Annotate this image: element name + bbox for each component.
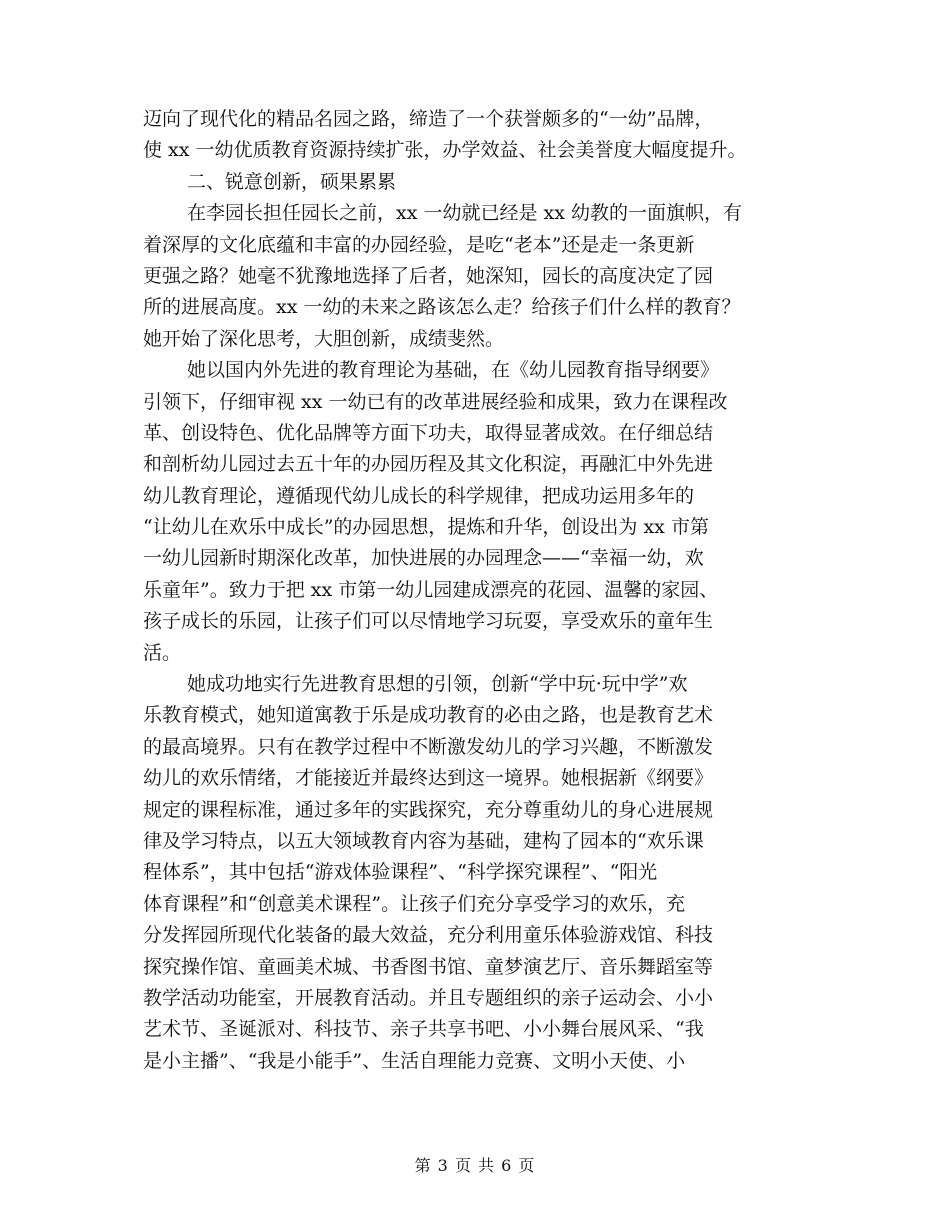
text-line: 她开始了深化思考，大胆创新，成绩斐然。: [143, 327, 505, 350]
text-line: 孩子成长的乐园，让孩子们可以尽情地学习玩耍，享受欢乐的童年生: [143, 610, 714, 633]
text-line: 使 xx 一幼优质教育资源持续扩张，办学效益、社会美誉度大幅度提升。: [143, 139, 747, 162]
text-line: “让幼儿在欢乐中成长”的办园思想，提炼和升华，创设出为 xx 市第: [143, 516, 709, 539]
body-text: [143, 104, 815, 1077]
text-line: 更强之路？她毫不犹豫地选择了后者，她深知，园长的高度决定了园: [143, 264, 714, 287]
text-line: 迈向了现代化的精品名园之路，缔造了一个获誉颇多的“一幼”品牌，: [143, 108, 714, 130]
text-line: 和剖析幼儿园过去五十年的办园历程及其文化积淀，再融汇中外先进: [143, 453, 714, 476]
text-line: 教学活动功能室，开展教育活动。并且专题组织的亲子运动会、小小: [143, 986, 714, 1009]
text-line: 引领下，仔细审视 xx 一幼已有的改革进展经验和成果，致力在课程改: [143, 390, 728, 413]
text-line: 的最高境界。只有在教学过程中不断激发幼儿的学习兴趣，不断激发: [143, 735, 714, 758]
text-line: 分发挥园所现代化装备的最大效益，充分利用童乐体验游戏馆、科技: [143, 924, 714, 947]
text-line: 程体系”，其中包括“游戏体验课程”、“科学探究课程”、“阳光: [143, 861, 658, 884]
text-line: 探究操作馆、童画美术城、书香图书馆、童梦演艺厅、音乐舞蹈室等: [143, 955, 714, 978]
text-line: 她成功地实行先进教育思想的引领，创新“学中玩·玩中学”欢: [187, 673, 688, 696]
text-line: 所的进展高度。xx 一幼的未来之路该怎么走？给孩子们什么样的教育？: [143, 296, 741, 319]
text-line: 乐教育模式，她知道寓教于乐是成功教育的必由之路，也是教育艺术: [143, 704, 714, 727]
text-line: 幼儿教育理论，遵循现代幼儿成长的科学规律，把成功运用多年的: [143, 484, 695, 507]
text-line: 活。: [143, 641, 182, 664]
text-line: 规定的课程标准，通过多年的实践探究，充分尊重幼儿的身心进展规: [143, 798, 714, 821]
text-line: 她以国内外先进的教育理论为基础，在《幼儿园教育指导纲要》: [187, 359, 720, 382]
text-line: 在李园长担任园长之前，xx 一幼就已经是 xx 幼教的一面旗帜，有: [187, 202, 742, 225]
text-line: 是小主播”、“我是小能手”、生活自理能力竞赛、文明小天使、小: [143, 1049, 686, 1072]
text-line: 二、锐意创新，硕果累累: [187, 170, 397, 193]
text-line: 一幼儿园新时期深化改革，加快进展的办园理念——“幸福一幼，欢: [143, 547, 704, 570]
page-footer: 第 3 页 共 6 页: [414, 1156, 536, 1175]
text-line: 律及学习特点，以五大领域教育内容为基础，建构了园本的“欢乐课: [143, 829, 704, 852]
text-line: 幼儿的欢乐情绪，才能接近并最终达到这一境界。她根据新《纲要》: [143, 767, 714, 790]
text-line: 乐童年”。致力于把 xx 市第一幼儿园建成漂亮的花园、温馨的家园、: [143, 578, 719, 601]
text-line: 体育课程”和“创意美术课程”。让孩子们充分享受学习的欢乐，充: [143, 892, 686, 915]
text-line: 着深厚的文化底蕴和丰富的办园经验，是吃“老本”还是走一条更新: [143, 233, 695, 256]
text-line: 革、创设特色、优化品牌等方面下功夫，取得显著成效。在仔细总结: [143, 421, 714, 444]
text-line: 艺术节、圣诞派对、科技节、亲子共享书吧、小小舞台展风采、“我: [143, 1018, 704, 1041]
